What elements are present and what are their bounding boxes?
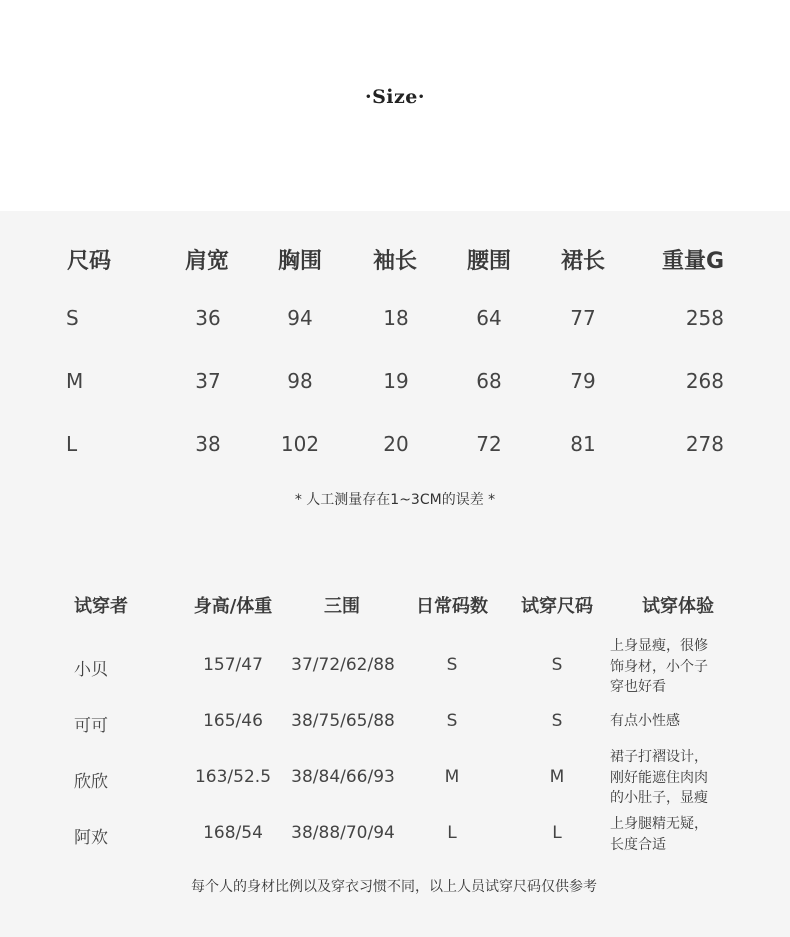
tester-1-usual-size: S — [446, 655, 458, 675]
tester-1-tried-size: S — [551, 655, 563, 675]
tester-1-height-weight: 157/47 — [203, 655, 263, 675]
title-section — [0, 0, 790, 211]
header-sleeve: 袖长 — [372, 249, 418, 274]
size-row-l-sleeve: 20 — [383, 432, 409, 456]
size-row-l-weight: 278 — [685, 432, 724, 456]
tester-2-height-weight: 165/46 — [203, 711, 263, 731]
tester-1-measurements: 37/72/62/88 — [291, 655, 395, 675]
header-waist: 腰围 — [466, 249, 512, 274]
size-row-m-waist: 68 — [476, 369, 502, 393]
header-measurements: 三围 — [324, 596, 360, 617]
reference-note: 每个人的身材比例以及穿衣习惯不同，以上人员试穿尺码仅供参考 — [191, 879, 597, 895]
tester-4-experience: 上身腿精无疑，长度合适 — [610, 816, 708, 853]
tester-3-name: 欣欣 — [74, 772, 108, 792]
header-usual-size: 日常码数 — [416, 596, 488, 617]
tester-4-name: 阿欢 — [74, 828, 108, 848]
tester-3-tried-size: M — [549, 767, 565, 787]
size-row-s-skirt-length: 77 — [570, 306, 596, 330]
header-weight: 重量G — [661, 249, 724, 274]
tester-2-name: 可可 — [74, 716, 108, 736]
size-row-m-shoulder: 37 — [195, 369, 221, 393]
size-row-s-sleeve: 18 — [383, 306, 409, 330]
size-row-m-sleeve: 19 — [383, 369, 409, 393]
size-row-l-size: L — [66, 432, 78, 456]
size-row-s-bust: 94 — [287, 306, 313, 330]
size-row-l-bust: 102 — [280, 432, 320, 456]
header-tester: 试穿者 — [74, 596, 128, 617]
size-row-m-weight: 268 — [685, 369, 724, 393]
tester-2-usual-size: S — [446, 711, 458, 731]
tester-1-name: 小贝 — [74, 660, 108, 680]
header-shoulder: 肩宽 — [184, 249, 230, 274]
size-row-l-waist: 72 — [476, 432, 502, 456]
page-title: ·Size· — [364, 86, 426, 108]
header-size: 尺码 — [67, 249, 112, 274]
measurement-note: * 人工测量存在1~3CM的误差 * — [294, 492, 496, 508]
tester-2-measurements: 38/75/65/88 — [291, 711, 395, 731]
size-row-s-weight: 258 — [685, 306, 724, 330]
tester-3-height-weight: 163/52.5 — [194, 767, 272, 787]
header-skirt-length: 裙长 — [560, 249, 606, 274]
tester-4-tried-size: L — [552, 823, 562, 843]
header-height-weight: 身高/体重 — [193, 596, 273, 617]
size-row-m-size: M — [66, 369, 84, 393]
header-bust: 胸围 — [277, 249, 323, 274]
tester-4-measurements: 38/88/70/94 — [291, 823, 395, 843]
tester-3-usual-size: M — [444, 767, 460, 787]
tester-3-measurements: 38/84/66/93 — [291, 767, 395, 787]
size-row-s-size: S — [66, 306, 79, 330]
tester-3-experience: 裙子打褶设计，刚好能遮住肉肉的小肚子，显瘦 — [610, 749, 708, 806]
size-row-l-skirt-length: 81 — [570, 432, 596, 456]
tester-4-usual-size: L — [447, 823, 457, 843]
tester-1-experience: 上身显瘦，很修饰身材，小个子穿也好看 — [610, 638, 708, 695]
size-row-m-skirt-length: 79 — [570, 369, 596, 393]
tester-4-height-weight: 168/54 — [203, 823, 263, 843]
size-row-l-shoulder: 38 — [195, 432, 221, 456]
header-experience: 试穿体验 — [642, 596, 714, 617]
tester-2-experience: 有点小性感 — [610, 713, 680, 729]
size-row-m-bust: 98 — [287, 369, 313, 393]
header-tried-size: 试穿尺码 — [521, 596, 593, 617]
size-row-s-shoulder: 36 — [195, 306, 221, 330]
size-row-s-waist: 64 — [476, 306, 502, 330]
tester-2-tried-size: S — [551, 711, 563, 731]
